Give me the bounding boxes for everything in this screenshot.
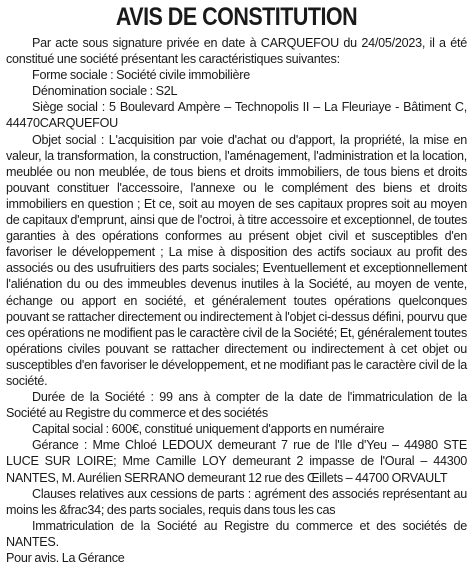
notice-title: AVIS DE CONSTITUTION <box>115 3 358 31</box>
registered-office: Siège social : 5 Boulevard Ampère – Technopolis II – La Fleuriaye - Bâtiment C, 44470CARQUEFOU <box>6 100 467 131</box>
company-duration: Durée de la Société : 99 ans à compter de la date de l'immatriculation de la Société au Registre du commerce et des sociétés <box>6 390 467 421</box>
notice-body <box>6 35 467 566</box>
closing-signature: Pour avis. La Gérance <box>6 551 125 565</box>
registration: Immatriculation de la Société au Registre du commerce et des sociétés de NANTES. <box>6 518 467 549</box>
management: Gérance : Mme Chloé LEDOUX demeurant 7 rue de l'Ile d'Yeu – 44980 STE LUCE SUR LOIRE; Mme Camille LOY demeurant 2 impasse de l'Oural – 44300 NANTES, M. Aurélien SERRANO demeurant 12 rue des Œillets – 44700 ORVAULT <box>6 438 467 485</box>
transfer-clauses: Clauses relatives aux cessions de parts : agrément des associés représentant au moins les &frac34; des parts sociales, requis dans tous les cas <box>6 486 467 517</box>
share-capital: Capital social : 600€, constitué uniquement d'apports en numéraire <box>32 422 385 437</box>
intro-paragraph: Par acte sous signature privée en date à CARQUEFOU du 24/05/2023, il a été constitué une société présentant les caractéristiques suivantes: <box>6 36 467 67</box>
corporate-purpose: Objet social : L'acquisition par voie d'achat ou d'apport, la propriété, la mise en valeur, la transformation, la construction, l'aménagement, l'administration et la location, meublée ou non meublée, de tous biens et droits immobiliers, de tous biens et droits pouvant constituer l'accessoire, l'annexe ou le complément des biens et droits immobiliers en question ; Et ce, soit au moyen de ses capitaux propres soit au moyen de capitaux d'emprunt, ainsi que de l'octroi, à titre accessoire et exceptionnel, de toutes garanties à des opérations conformes au présent objet civil et susceptibles d'en favoriser le développement ; La mise à disposition des actifs sociaux au profit des associés ou des usufruitiers des parts sociales; Eventuellement et exceptionnellement l'aliénation du ou des immeubles devenus inutiles à la Société, au moyen de vente, échange ou apport en société, et généralement toutes opérations quelconques pouvant se rattacher directement ou indirectement à l'objet ci-dessus défini, pourvu que ces opérations ne modifient pas le caractère civil de la Société; Et, généralement toutes opérations civiles pouvant se rattacher directement ou indirectement à cet objet ou susceptibles d'en favoriser le développement, et ne modifiant pas le caractère civil de la société. <box>6 132 467 388</box>
company-name: Dénomination sociale : S2L <box>32 84 178 99</box>
legal-form: Forme sociale : Société civile immobilière <box>32 68 250 83</box>
